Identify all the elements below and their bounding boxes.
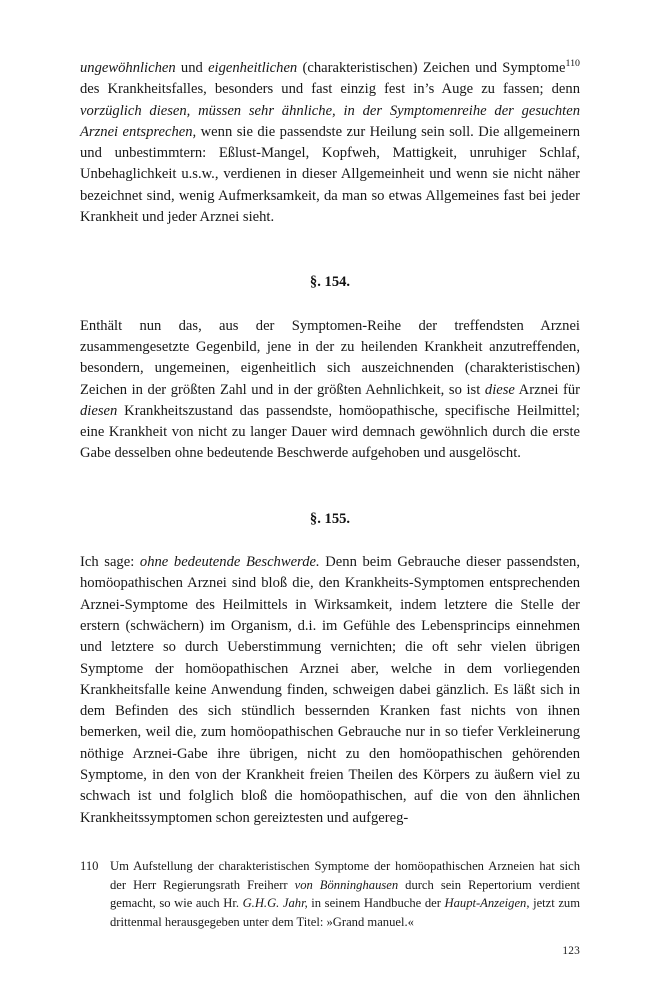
section-heading-155: §. 155.	[309, 510, 351, 527]
text-run: Um Aufstellung der charakteristischen Symptome der homöopathischen Arzneien hat sich der Herr Regierungsrath Freiherr	[110, 858, 580, 892]
text-run: Enthält nun das, aus der Symptomen-Reihe der treffendsten Arznei zusammengesetzte Gegenbild, jene in der zu heilenden Krankheit anzutreffenden, besondern, ungemeinen, eigenheitlich sich auszeichnenden (charakteristischen) Zeichen in der größten Zahl und in der größten Aehnlichkeit, so ist	[80, 317, 580, 398]
text-run: Denn beim Gebrauche dieser passendsten, homöopathischen Arznei sind bloß die, den Krankheits-Symptomen entsprechenden Arznei-Symptome des Heilmittels in Wirksamkeit, indem letztere die Stelle der erstern (schwächern) im Organism, d.i. im Gefühle des Lebensprincips einnehmen und letztere so durch Ueberstimmung vernichten; die oft sehr vielen übrigen Symptome der homöopathischen Arznei aber, welche in dem vorliegenden Krankheitsfalle keine Anwendung finden, schweigen dabei gänzlich. Es läßt sich in dem Befinden des sich stündlich bessernden Kranken fast nichts von ihnen bemerken, weil die, zum homöopathischen Gebrauche nur in so tiefer Verkleinerung nöthige Arznei-Gabe ihre übrigen, nicht zu den homöopathischen gehörenden Symptome, in den von der Krankheit freien Theilen des Körpers zu äußern viel zu schwach ist und folglich bloß die homöopathischen, auf die von den ähnlichen Krankheitssymptomen schon gereiztesten und aufgereg-	[80, 554, 581, 826]
emphasis-eigenheitlichen: eigenheitlichen	[208, 60, 298, 76]
text-run: und	[175, 60, 209, 76]
spacer	[80, 228, 580, 272]
spacer	[80, 829, 580, 857]
paragraph-section-155	[80, 552, 580, 829]
footnote-number: 110	[80, 858, 99, 873]
text-run: jetzt zum drittenmal herausgegeben unter dem Titel: »Grand manuel.«	[110, 896, 581, 929]
emphasis-haupt-anzeigen: Haupt-Anzeigen,	[444, 896, 530, 911]
footnote-text	[110, 857, 580, 931]
paragraph-continued	[80, 58, 580, 228]
emphasis-vorzueglich-diesen: vorzüglich diesen, müssen sehr ähnliche, in der Symptomenreihe der gesuchten Arznei entsprechen,	[80, 102, 580, 140]
emphasis-von-boenninghausen: von Bönninghausen	[294, 877, 399, 892]
emphasis-ungewoehnlichen: ungewöhnlichen	[80, 60, 176, 76]
emphasis-ohne-bedeutende-beschwerde: ohne bedeutende Beschwerde.	[139, 554, 320, 571]
page-number: 123	[562, 945, 580, 957]
emphasis-diesen: diesen	[80, 402, 118, 419]
spacer	[80, 294, 580, 316]
paragraph-section-154	[80, 316, 580, 465]
text-run: des Krankheitsfalles, besonders und fast einzig fest in’s Auge zu fassen; denn	[80, 81, 580, 98]
spacer	[80, 465, 580, 509]
emphasis-diese: diese	[484, 381, 515, 398]
text-run: durch sein Repertorium verdient gemacht, so wie auch Hr.	[110, 877, 580, 911]
footnote-reference-110[interactable]: 110	[565, 58, 580, 70]
emphasis-ghg-jahr: G.H.G. Jahr,	[242, 896, 308, 911]
text-run: Ich sage:	[80, 554, 140, 571]
text-run: Krankheitszustand das passendste, homöopathische, specifische Heilmittel; eine Krankheit von nicht zu langer Dauer wird demnach gewöhnlich durch die erste Gabe desselben ohne bedeutende Beschwerde aufgehoben und ausgelöscht.	[80, 402, 580, 462]
text-run: in seinem Handbuche der	[307, 896, 445, 911]
section-heading-154: §. 154.	[309, 274, 351, 291]
text-run: Arznei für	[514, 381, 580, 398]
page-content-column	[80, 58, 580, 931]
spacer	[80, 530, 580, 552]
text-run: wenn sie die passendste zur Heilung sein soll. Die allgemeinern und unbestimmtern: Eßlust-Mangel, Kopfweh, Mattigkeit, unruhiger Schlaf, Unbehaglichkeit u.s.w., verdienen in dieser Allgemeinheit und wenn sie nicht näher bezeichnet sind, wenig Aufmerksamkeit, da man so etwas Allgemeines fast bei jeder Krankheit und jeder Arznei sieht.	[80, 123, 580, 226]
footnote-110	[80, 857, 580, 931]
text-run: (charakteristischen) Zeichen und Symptome	[297, 60, 566, 76]
